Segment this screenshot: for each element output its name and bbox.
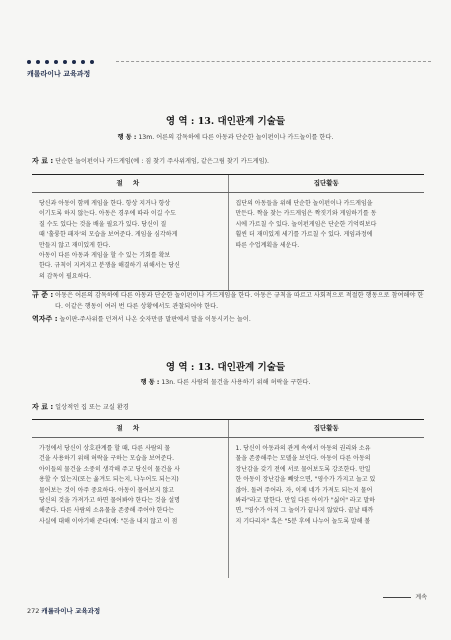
group-activity-header: 집단활동 [228, 175, 425, 192]
header-rule [116, 61, 431, 62]
procedure-column [32, 193, 228, 290]
group-activity-column [228, 438, 425, 578]
section1-criterion [32, 290, 427, 312]
goal-text: 13n. 다른 사람의 물건을 사용하기 위해 허락을 구한다. [161, 379, 311, 386]
group-activity-text: 집단의 아동들을 위해 단순한 놀이펀이나 카드게임을 만든다. 짝을 찾는 카드게임은 짝짓기와 게임하기를 동 시에 가르칠 수 있다. 놀이펀게임은 단순한 기억력보다 훨씬 더 재미있게 세기를 가르칠 수 있다. 게임과정에 따른 수업계획을 세운다. [235, 200, 377, 249]
section1-title: 영 역 : 13. 대인관계 기술들 [165, 116, 286, 127]
translator-note-label: 역자주 : [32, 315, 58, 323]
header-label: 캐롤라이나 교육과정 [27, 70, 91, 78]
materials-label: 자 료 : [32, 157, 54, 165]
continued-marker: 계속 [383, 592, 427, 601]
goal-label: 행 동 : [117, 134, 137, 141]
goal-label: 행 동 : [140, 379, 160, 386]
section2-title: 영 역 : 13. 대인관계 기술들 [165, 362, 286, 373]
group-activity-column [228, 193, 425, 290]
footer-label: 캐롤라이나 교육과정 [41, 607, 101, 615]
section1-table [32, 174, 424, 291]
group-activity-text: 1. 당신이 아동과의 관계 속에서 아동의 권리와 소유 물을 존중해주는 모델을 보인다. 아동이 다른 아동의 장난감을 갖기 전에 서로 물어보도록 강조한다. 만일 한 아동이 장난감을 빼앗으면, "영수가 가지고 놀고 있 잖아. 돌려 주어라. 자, 이제 네가 가져도 되는지 물어 봐라"라고 말한다. 만일 다른 아이가 "싫어" 라고 말하 면, "영수가 아직 그 놀이가 끝나지 않았다. 끝날 때까 지 기다리자" 혹은 "5분 후에 나누어 놀도록 말해 볼 [235, 445, 376, 525]
materials-label: 자 료 : [32, 403, 54, 411]
goal-text: 13m. 어른의 감독하에 다른 아동과 단순한 놀이펀이나 카드놀이를 한다. [138, 134, 334, 141]
section1-goal [0, 132, 451, 141]
header-dots [27, 60, 94, 64]
section1-translator-note [32, 314, 427, 325]
section1-materials [32, 156, 269, 166]
section2-goal [0, 377, 451, 386]
table-header [32, 175, 424, 193]
procedure-text: 가정에서 당신이 상호관계를 할 때, 다른 사람의 물 건을 사용하기 위해 허락을 구하는 모습을 보여준다. 아이들의 물건을 소중히 생각해 주고 당신이 물건을 사 용할 수 있는지(또는 옮겨도 되는지, 나누어도 되는지) 물어보는 것이 아주 중요하다. 아동이 물어보지 않고 당신의 것을 가져가고 하면 물어봐야 한다는 것을 설명 해준다. 다른 사람의 소유물을 존중해 주어야 한다는 사실에 대해 이야기해 준다(예: "돈을 내지 않고 이 점 [39, 445, 180, 525]
translator-note-text: 놀이판-주사위를 던져서 나온 숫자만큼 말판에서 말을 이동시키는 놀이. [59, 316, 251, 323]
page-footer [27, 606, 100, 615]
materials-text: 단순한 놀이펀이나 카드게임(예 : 짐 찾기 주사위게임, 같은그림 찾기 카드게임). [55, 158, 270, 165]
section2-materials [32, 402, 129, 412]
procedure-text: 당신과 아동이 함께 게임을 한다. 항상 지거나 항상 이기도록 하지 않는다. 아동은 경우에 따라 이길 수도 질 수도 있다는 것을 배울 필요가 있다. 당신이 질 때 '훌륭한 패자'의 모습을 보여준다. 게임을 심각하게 만들지 않고 재미있게 한다. 아동이 다른 아동과 게임을 할 수 있는 기회를 확보 한다. 규칙이 지켜지고 분쟁을 해결하기 위해서는 당신 의 감독이 필요하다. [39, 200, 180, 280]
procedure-header: 절 차 [116, 424, 144, 432]
procedure-header: 절 차 [116, 179, 144, 187]
table-header [32, 420, 424, 438]
page-number: 272 [27, 607, 40, 615]
criterion-text: 아동은 어른의 감독하에 다른 아동과 단순한 놀이펀이나 카드게임을 한다. 아동은 규칙을 따르고 사회적으로 적절한 행동으로 참여해야 한다. 이같은 행동이 여러 번 다른 상황에서도 관찰되어야 한다. [55, 292, 424, 310]
procedure-column [32, 438, 228, 578]
materials-text: 일상적인 집 또는 교실 환경 [55, 404, 129, 411]
criterion-label: 규 준 : [32, 291, 54, 299]
group-activity-header: 집단활동 [228, 420, 425, 437]
section2-table [32, 419, 424, 578]
